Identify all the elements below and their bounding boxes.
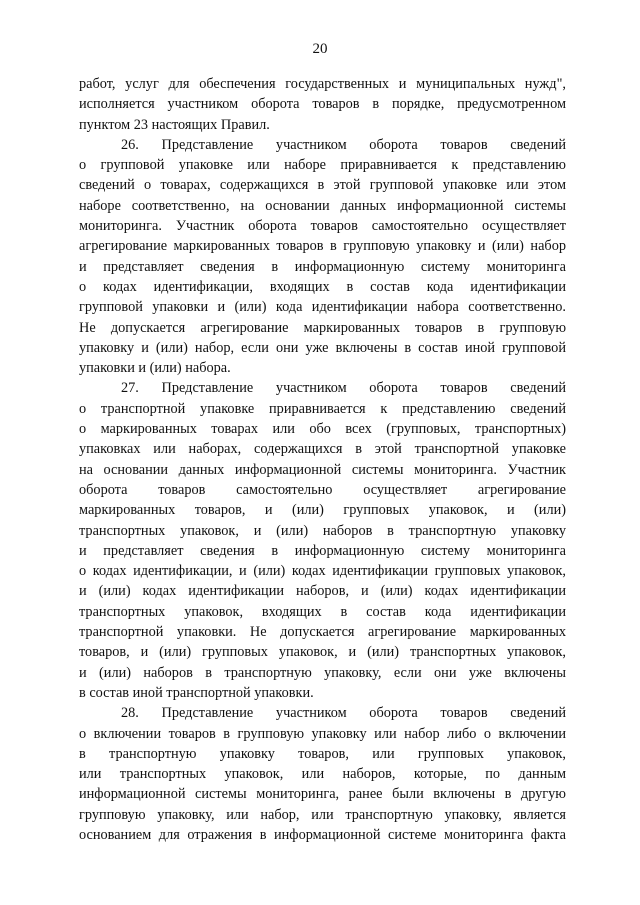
text-line: упаковку и (или) набор, если они уже включены в состав иной групповой <box>79 339 566 356</box>
text-line: 28. Представление участником оборота товаров сведений <box>121 705 566 722</box>
text-line: основанием для отражения в информационной системе мониторинга факта <box>79 826 566 843</box>
text-line: и (или) наборов в транспортную упаковку, если они уже включены <box>79 664 566 681</box>
text-line: в состав иной транспортной упаковки. <box>79 684 314 701</box>
text-line: упаковки и (или) набора. <box>79 360 231 377</box>
text-line: и представляет сведения в информационную систему мониторинга <box>79 258 566 275</box>
text-line: мониторинга. Участник оборота товаров самостоятельно осуществляет <box>79 218 566 235</box>
text-line: о транспортной упаковке приравнивается к представлению сведений <box>79 400 566 417</box>
text-line: и (или) кодах идентификации наборов, и (или) кодах идентификации <box>79 583 566 600</box>
page-number: 20 <box>312 41 328 57</box>
text-line: о кодах идентификации, и (или) кодах идентификации групповых упаковок, <box>79 563 566 580</box>
text-line: в транспортную упаковку товаров, или групповых упаковок, <box>79 745 566 762</box>
text-line: наборе соответственно, на основании данных информационной системы <box>79 197 566 214</box>
text-line: о кодах идентификации, входящих в состав кода идентификации <box>79 278 566 295</box>
text-line: Не допускается агрегирование маркированных товаров в групповую <box>79 319 566 336</box>
text-line: 27. Представление участником оборота товаров сведений <box>121 380 566 397</box>
text-line: и представляет сведения в информационную систему мониторинга <box>79 542 566 559</box>
text-line: маркированных товаров, и (или) групповых упаковок, и (или) <box>79 502 566 519</box>
text-line: о групповой упаковке или наборе приравнивается к представлению <box>79 157 566 174</box>
text-line: транспортных упаковок, входящих в состав кода идентификации <box>79 603 566 620</box>
text-line: работ, услуг для обеспечения государственных и муниципальных нужд", <box>79 76 566 92</box>
text-line: о маркированных товарах или обо всех (групповых, транспортных) <box>79 421 566 438</box>
text-line: информационной системы мониторинга, ранее были включены в другую <box>79 786 566 803</box>
text-line: упаковках или наборах, содержащихся в этой транспортной упаковке <box>79 441 566 458</box>
text-line: о включении товаров в групповую упаковку или набор либо о включении <box>79 725 566 742</box>
text-line: транспортной упаковки. Не допускается агрегирование маркированных <box>79 624 566 641</box>
text-line: 26. Представление участником оборота товаров сведений <box>121 136 566 153</box>
text-line: товаров, и (или) групповых упаковок, и (или) транспортных упаковок, <box>79 644 566 661</box>
text-line: групповой упаковки и (или) кода идентификации набора соответственно. <box>79 299 566 316</box>
text-line: на основании данных информационной системы мониторинга. Участник <box>79 461 566 478</box>
text-line: или транспортных упаковок, или наборов, которые, по данным <box>79 766 566 783</box>
text-line: исполняется участником оборота товаров в порядке, предусмотренном <box>79 96 566 113</box>
text-line: сведений о товарах, содержащихся в этой групповой упаковке или этом <box>79 177 566 194</box>
text-line: групповую упаковку, или набор, или транспортную упаковку, является <box>79 806 566 823</box>
document-body <box>79 74 566 845</box>
text-line: агрегирование маркированных товаров в групповую упаковку и (или) набор <box>79 238 566 255</box>
text-line: пунктом 23 настоящих Правил. <box>79 116 270 133</box>
text-line: оборота товаров самостоятельно осуществляет агрегирование <box>79 481 566 498</box>
text-line: транспортных упаковок, и (или) наборов в транспортную упаковку <box>79 522 566 539</box>
